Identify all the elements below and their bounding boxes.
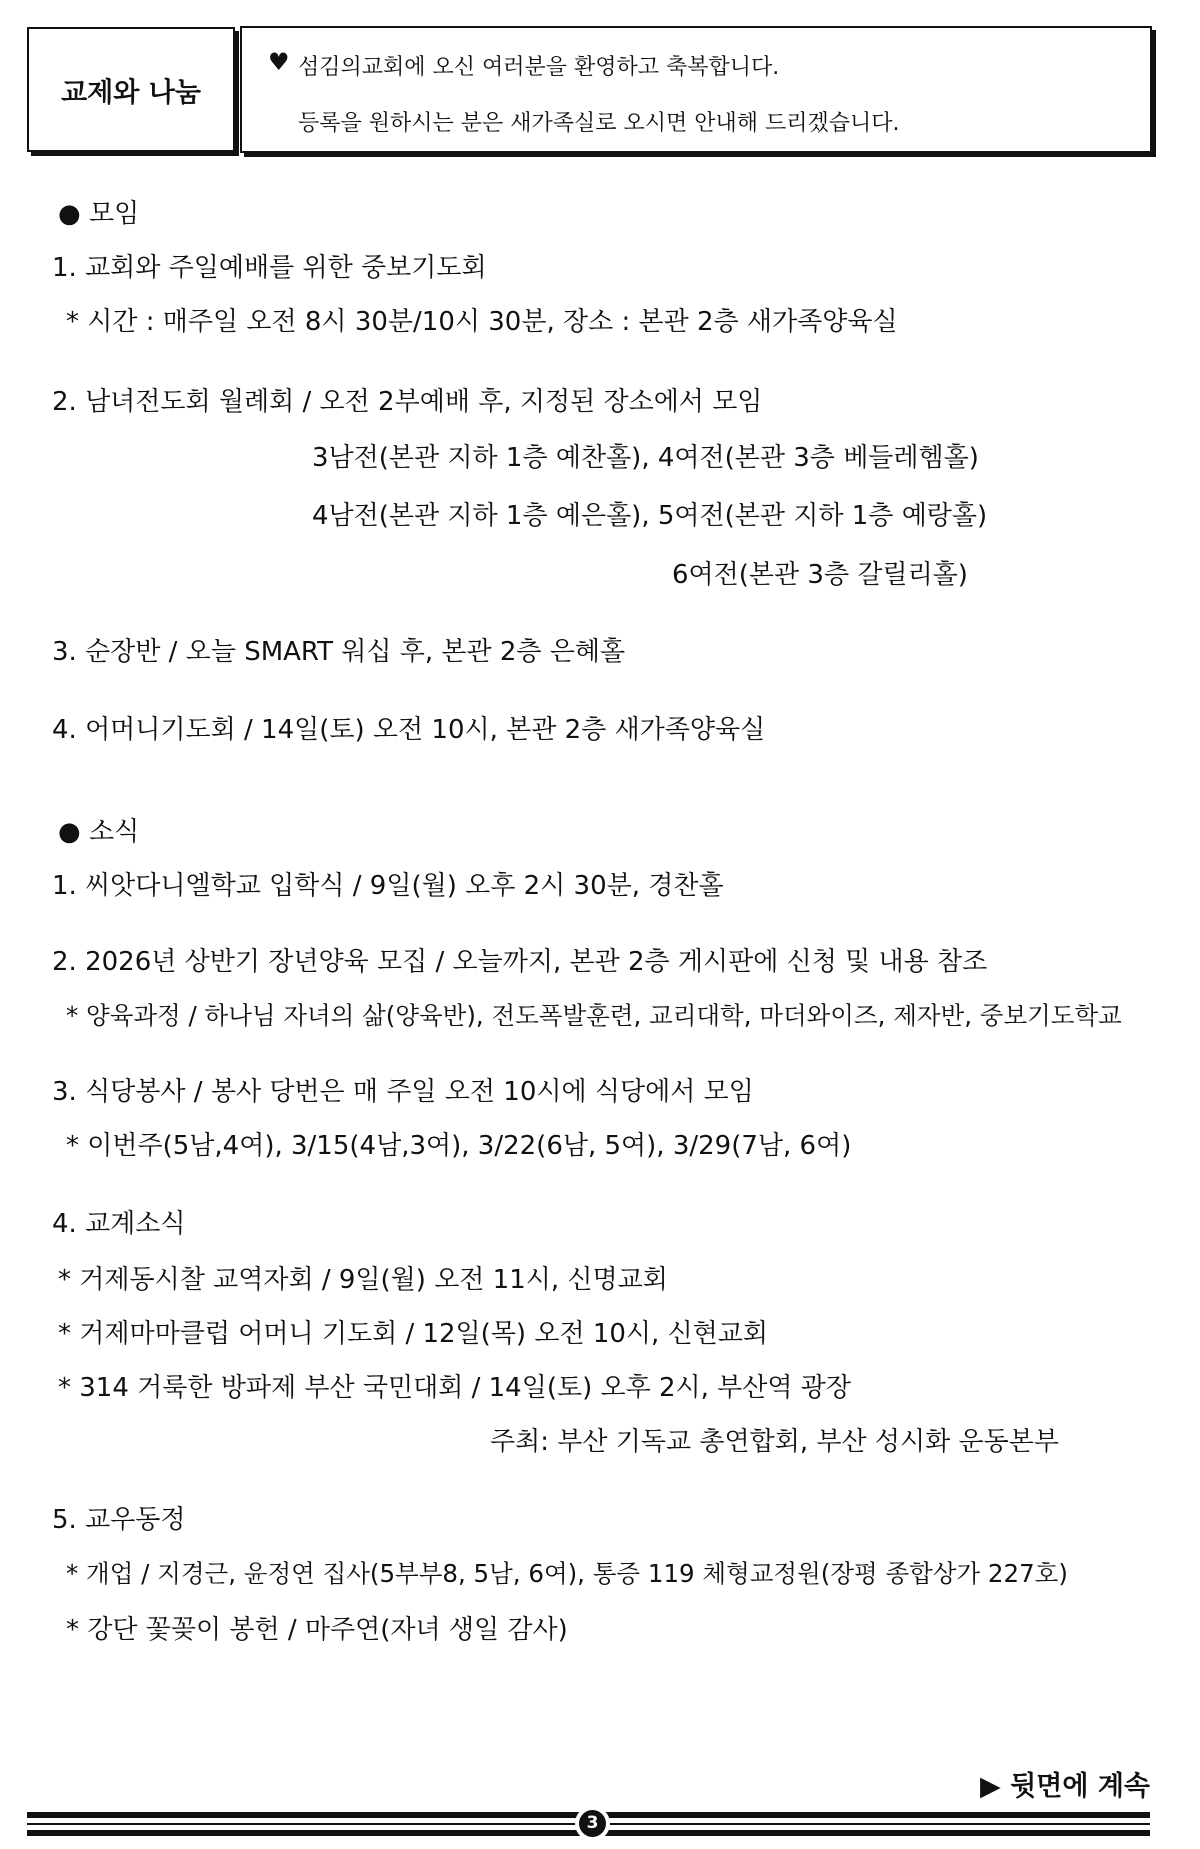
news-item-4: 4. 교계소식 [52,1209,186,1239]
news-item-5-detail-2: * 강단 꽃꽂이 봉헌 / 마주연(자녀 생일 감사) [66,1615,568,1645]
gathering-item-2-detail-3: 6여전(본관 3층 갈릴리홀) [672,560,968,590]
page-number: 3 [579,1810,606,1837]
welcome-box [240,26,1152,153]
news-item-2-detail: * 양육과정 / 하나님 자녀의 삶(양육반), 전도폭발훈련, 교리대학, 마더와이즈, 제자반, 중보기도학교 [66,1001,1122,1030]
news-item-5-detail-1: * 개업 / 지경근, 윤정연 집사(5부부8, 5남, 6여), 통증 119 체형교정원(장평 종합상가 227호) [66,1559,1068,1588]
news-item-4-detail-2: * 거제마마클럽 어머니 기도회 / 12일(목) 오전 10시, 신현교회 [58,1319,769,1349]
news-item-4-detail-1: * 거제동시찰 교역자회 / 9일(월) 오전 11시, 신명교회 [58,1265,668,1295]
gathering-item-1: 1. 교회와 주일예배를 위한 중보기도회 [52,253,487,283]
gathering-item-3: 3. 순장반 / 오늘 SMART 워십 후, 본관 2층 은혜홀 [52,637,626,667]
gatherings-heading: ● 모임 [58,199,140,229]
gathering-item-2-detail-2: 4남전(본관 지하 1층 예은홀), 5여전(본관 지하 1층 예랑홀) [312,501,988,531]
news-item-3: 3. 식당봉사 / 봉사 당번은 매 주일 오전 10시에 식당에서 모임 [52,1077,754,1107]
section-title: 교제와 나눔 [61,77,201,108]
gathering-item-1-detail: * 시간 : 매주일 오전 8시 30분/10시 30분, 장소 : 본관 2층 새가족양육실 [66,307,898,337]
news-item-5: 5. 교우동정 [52,1505,186,1535]
news-item-3-detail: * 이번주(5남,4여), 3/15(4남,3여), 3/22(6남, 5여), 3/29(7남, 6여) [66,1131,852,1161]
gathering-item-2-detail-1: 3남전(본관 지하 1층 예찬홀), 4여전(본관 3층 베들레헴홀) [312,443,979,473]
heart-icon: ♥ [268,48,290,76]
news-item-4-detail-4: 주최: 부산 기독교 총연합회, 부산 성시화 운동본부 [490,1427,1059,1457]
welcome-line-2: 등록을 원하시는 분은 새가족실로 오시면 안내해 드리겠습니다. [298,111,900,136]
continue-label: ▶ 뒷면에 계속 [980,1771,1150,1802]
news-item-1: 1. 씨앗다니엘학교 입학식 / 9일(월) 오후 2시 30분, 경찬홀 [52,871,724,901]
news-item-4-detail-3: * 314 거룩한 방파제 부산 국민대회 / 14일(토) 오후 2시, 부산역 광장 [58,1373,852,1403]
gathering-item-4: 4. 어머니기도회 / 14일(토) 오전 10시, 본관 2층 새가족양육실 [52,715,766,745]
gathering-item-2: 2. 남녀전도회 월례회 / 오전 2부예배 후, 지정된 장소에서 모임 [52,387,763,417]
welcome-line-1: 섬김의교회에 오신 여러분을 환영하고 축복합니다. [298,55,780,80]
news-item-2: 2. 2026년 상반기 장년양육 모집 / 오늘까지, 본관 2층 게시판에 신청 및 내용 참조 [52,947,988,977]
news-heading: ● 소식 [58,817,140,847]
section-title-box [27,27,235,152]
